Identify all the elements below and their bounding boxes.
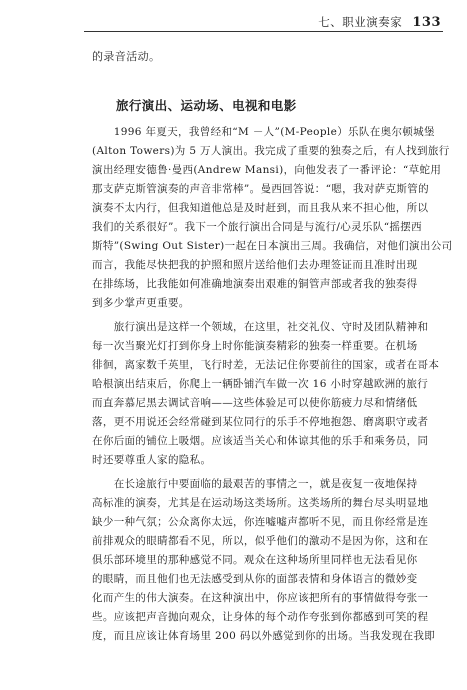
text-line: 时还要尊重人家的隐私。 xyxy=(92,454,212,466)
text-line: 徘徊，离家数千英里，飞行时差，无法记住你要前往的国家，或者在哥本 xyxy=(92,359,440,371)
text-line: 化而产生的伟大演奏。在这种演出中，你应该把所有的事情做得夸张一 xyxy=(92,592,429,604)
text-line: 到多少掌声更重要。 xyxy=(92,297,190,309)
body-text xyxy=(92,123,453,646)
header-rule xyxy=(84,31,443,32)
text-line: 前排观众的眼睛都看不见，所以，似乎他们的激动不是因为你，这和在 xyxy=(92,535,429,547)
text-line: 斯特”(Swing Out Sister)一起在日本演出三周。我确信，对他们演出公司 xyxy=(92,240,453,252)
paragraph-3 xyxy=(92,475,442,646)
text-line: 的眼睛，而且他们也无法感受到从你的面部表情和身体语言的微妙变 xyxy=(92,573,418,585)
paragraph-1 xyxy=(92,123,453,313)
page-number: 133 xyxy=(412,15,441,30)
text-line: 缺少一种气氛；公众离你太远，你连嘘嘘声都听不见，而且你经常是连 xyxy=(92,516,429,528)
chapter-title: 七、职业演奏家 xyxy=(318,15,403,29)
text-line: 那支萨克斯管演奏的声音非常棒”。曼西回答说：“嗯，我对萨克斯管的 xyxy=(92,183,429,195)
running-head xyxy=(318,14,441,30)
text-line: 演出经理安德鲁·曼西(Andrew Mansi)，向他发表了一番评论：“草蛇用 xyxy=(92,164,442,176)
text-line: 些。应该把声音抛向观众，让身体的每个动作夸张到你都感到可笑的程 xyxy=(92,611,429,623)
text-line: 旅行演出是这样一个领域，在这里，社交礼仪、守时及团队精神和 xyxy=(92,321,429,333)
text-line: 而直奔慕尼黑去调试音响——这些体验足可以使你筋疲力尽和情绪低 xyxy=(92,397,418,409)
text-line: (Alton Towers)为 5 万人演出。我完成了重要的独奏之后，有人找到旅行 xyxy=(92,145,450,157)
continued-line: 的录音活动。 xyxy=(92,50,161,63)
section-heading: 旅行演出、运动场、电视和电影 xyxy=(116,98,297,113)
text-line: 在你后面的铺位上吸烟。应该适当关心和体谅其他的乐手和乘务员，同 xyxy=(92,435,429,447)
text-line: 在长途旅行中要面临的最艰苦的事情之一，就是夜复一夜地保持 xyxy=(92,478,418,490)
text-line: 俱乐部环境里的那种感觉不同。观众在这种场所里同样也无法看见你 xyxy=(92,554,418,566)
text-line: 落，更不用说还会经常碰到某位同行的乐手不停地抱怨、磨离职守或者 xyxy=(92,416,429,428)
text-line: 演奏不太内行，但我知道他总是及时赶到，而且我从来不担心他，所以 xyxy=(92,202,429,214)
text-line: 高标准的演奏，尤其是在运动场这类场所。这类场所的舞台尽头明显地 xyxy=(92,497,429,509)
text-line: 1996 年夏天，我曾经和“M －人”(M-People）乐队在奥尔顿城堡 xyxy=(92,126,435,138)
text-line: 在排练场，比我能如何准确地演奏出艰难的铜管声部或者我的独奏得 xyxy=(92,278,418,290)
text-line: 哈根演出结束后，你爬上一辆卧铺汽车做一次 16 小时穿越欧洲的旅行 xyxy=(92,378,429,390)
text-line: 每一次当聚光灯打到你身上时你能演奏精彩的独奏一样重要。在机场 xyxy=(92,340,418,352)
text-line: 我们的关系很好”。我下一个旅行演出合同是与流行/心灵乐队“摇摆西 xyxy=(92,221,422,233)
paragraph-2 xyxy=(92,318,442,470)
text-line: 度，而且应该让体育场里 200 码以外感觉到你的出场。当我发现在我即 xyxy=(92,630,436,642)
text-line: 而言，我能尽快把我的护照和照片送给他们去办理签证而且准时出现 xyxy=(92,259,418,271)
